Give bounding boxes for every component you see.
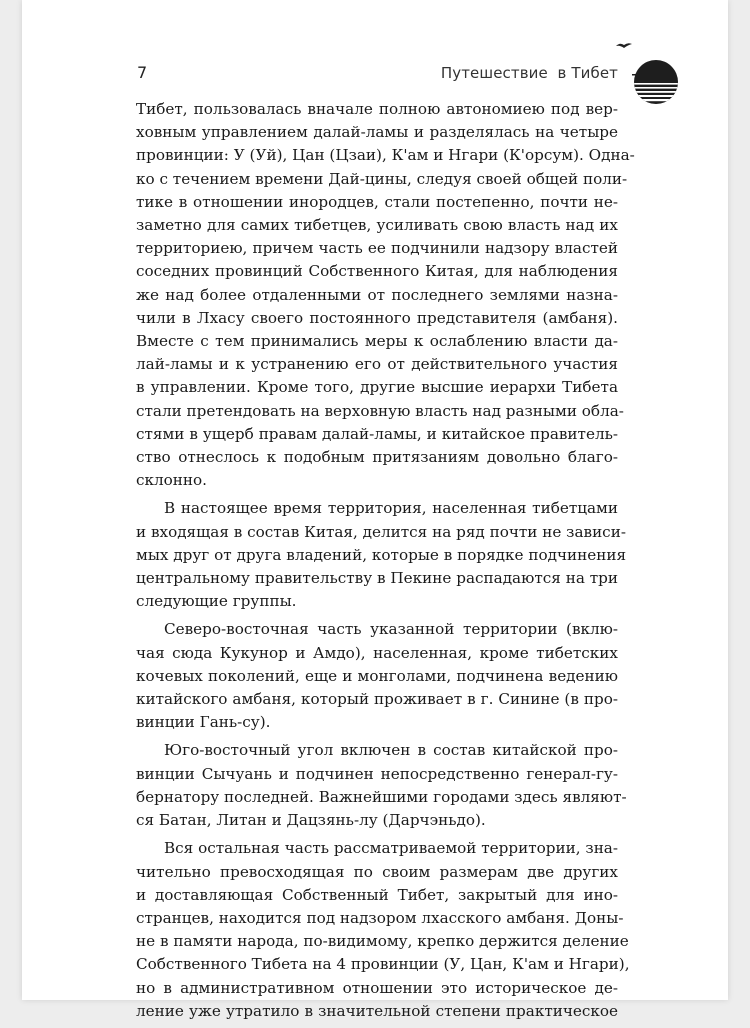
body-text: [136, 98, 635, 1028]
text-line: винции Гань-су).: [136, 713, 271, 732]
paragraph: [136, 618, 618, 734]
text-line: тике в отношении инородцев, стали постепенно, почти не-: [136, 192, 618, 211]
text-line: китайского амбаня, который проживает в г. Синине (в про-: [136, 690, 618, 709]
text-line: ление уже утратило в значительной степени практическое: [136, 1001, 618, 1020]
text-line: ко с течением времени Дай-цины, следуя своей общей поли-: [136, 169, 628, 188]
text-line: стями в ущерб правам далай-ламы, и китайское правитель-: [136, 424, 618, 443]
text-line: Вместе с тем принимались меры к ослаблению власти да-: [136, 332, 618, 351]
text-line: территориею, причем часть ее подчинили надзору властей: [136, 239, 618, 258]
paragraph: [136, 98, 635, 492]
text-line: и входящая в состав Китая, делится на ряд почти не зависи-: [136, 522, 626, 541]
text-line: провинции: У (Уй), Цан (Цзаи), К'ам и Нгари (К'орсум). Одна-: [136, 146, 635, 165]
text-line: в управлении. Кроме того, другие высшие иерархи Тибета: [136, 378, 618, 397]
text-line: не в памяти народа, по-видимому, крепко держится деление: [136, 932, 629, 951]
text-line: чительно превосходящая по своим размерам две других: [136, 862, 618, 881]
text-line: В настоящее время территория, населенная тибетцами: [164, 499, 618, 518]
text-line: мых друг от друга владений, которые в порядке подчинения: [136, 545, 627, 564]
text-line: но в административном отношении это историческое де-: [136, 978, 618, 997]
text-line: винции Сычуань и подчинен непосредственно генерал-гу-: [136, 764, 618, 783]
text-line: чили в Лхасу своего постоянного представителя (амбаня).: [136, 308, 618, 327]
paragraph: [136, 837, 630, 1023]
text-line: ство отнеслось к подобным притязаниям довольно благо-: [136, 448, 618, 467]
bird-over-sun-icon: [608, 36, 688, 110]
text-line: Вся остальная часть рассматриваемой территории, зна-: [164, 839, 618, 858]
running-title: Путешествие в Тибет: [440, 64, 618, 82]
text-line: заметно для самих тибетцев, усиливать свою власть над их: [136, 216, 618, 235]
page-number: 7: [137, 63, 148, 82]
text-line: же над более отдаленными от последнего землями назна-: [136, 285, 618, 304]
text-line: Тибет, пользовалась вначале полною автономиею под вер-: [136, 100, 618, 118]
text-line: следующие группы.: [136, 592, 297, 611]
text-line: странцев, находится под надзором лхасского амбаня. Доны-: [136, 908, 624, 927]
text-line: соседних провинций Собственного Китая, для наблюдения: [136, 262, 618, 281]
text-line: и доставляющая Собственный Тибет, закрытый для ино-: [136, 885, 618, 904]
text-line: бернатору последней. Важнейшими городами здесь являют-: [136, 787, 627, 806]
text-line: ся Батан, Литан и Дацзянь-лу (Дарчэньдо).: [136, 811, 486, 830]
text-line: кочевых поколений, еще и монголами, подчинена ведению: [136, 666, 618, 685]
text-line: склонно.: [136, 471, 208, 490]
text-line: стали претендовать на верховную власть над разными обла-: [136, 401, 624, 420]
text-line: Юго-восточный угол включен в состав китайской про-: [164, 741, 618, 760]
text-line: ховным управлением далай-ламы и разделялась на четыре: [136, 123, 618, 142]
text-line: Северо-восточная часть указанной территории (вклю-: [164, 620, 618, 639]
text-line: центральному правительству в Пекине распадаются на три: [136, 569, 618, 588]
paragraph: [136, 739, 627, 832]
book-page: [22, 0, 728, 1020]
text-line: Собственного Тибета на 4 провинции (У, Цан, К'ам и Нгари),: [136, 955, 630, 974]
paragraph: [136, 497, 627, 613]
text-line: чая сюда Кукунор и Амдо), населенная, кроме тибетских: [136, 643, 618, 662]
text-line: лай-ламы и к устранению его от действительного участия: [136, 355, 618, 374]
